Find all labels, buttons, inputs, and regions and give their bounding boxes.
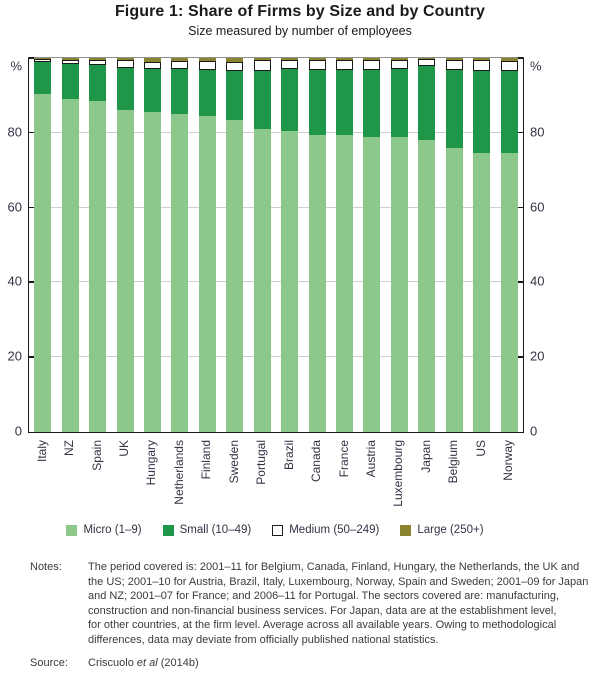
x-label-canada: Canada [309, 440, 324, 483]
bar-segment-small-austria [363, 70, 380, 137]
y-axis-labels-left [0, 57, 24, 439]
legend-label-micro: Micro (1–9) [83, 524, 142, 536]
bar-slot-japan [413, 58, 440, 432]
bars [29, 58, 523, 432]
x-label-slot-japan [412, 440, 439, 518]
x-label-sweden: Sweden [226, 440, 241, 484]
bar-finland [199, 58, 216, 432]
notes-line-4: construction and non-financial business services. For Japan, data are at the establishment level, [88, 604, 557, 617]
x-label-slot-portugal [248, 440, 275, 518]
notes-block [30, 560, 589, 670]
y-tick-label-right-percent: % [530, 58, 542, 74]
bar-segment-small-italy [34, 62, 51, 94]
notes-line-6: differences, data may deviate from officially published national statistics. [88, 633, 439, 646]
x-label-italy: Italy [34, 440, 49, 463]
bar-slot-france [331, 58, 358, 432]
bar-slot-hungary [139, 58, 166, 432]
x-label-slot-belgium [440, 440, 467, 518]
bar-canada [309, 58, 326, 432]
bar-segment-micro-italy [34, 94, 51, 432]
x-label-france: France [336, 440, 351, 478]
x-label-slot-france [330, 440, 357, 518]
x-label-slot-sweden [220, 440, 247, 518]
bar-segment-small-sweden [226, 71, 243, 120]
figure-subtitle: Size measured by number of employees [188, 24, 412, 38]
x-label-slot-spain [83, 440, 110, 518]
source-italic: et al [136, 656, 158, 669]
bar-segment-small-uk [117, 68, 134, 110]
tick-mark-left-40 [29, 281, 34, 283]
source-suffix: (2014b) [157, 656, 199, 669]
bar-segment-micro-canada [309, 135, 326, 432]
notes-line-1: The period covered is: 2001–11 for Belgium, Canada, Finland, Hungary, the Netherlands, the UK and [88, 561, 580, 573]
bar-netherlands [171, 58, 188, 432]
x-label-austria: Austria [363, 440, 378, 478]
bar-segment-small-portugal [254, 71, 271, 129]
x-label-slot-finland [193, 440, 220, 518]
bar-segment-small-norway [501, 71, 518, 154]
bar-sweden [226, 58, 243, 432]
bar-segment-small-luxembourg [391, 69, 408, 137]
x-label-uk: UK [117, 440, 132, 457]
figure-title: Figure 1: Share of Firms by Size and by Country [114, 3, 486, 20]
x-label-netherlands: Netherlands [171, 440, 186, 505]
bar-segment-small-belgium [446, 70, 463, 148]
bar-segment-medium-brazil [281, 60, 298, 69]
bar-segment-micro-nz [62, 99, 79, 432]
bar-segment-micro-austria [363, 137, 380, 432]
notes-line-2: the US; 2001–10 for Austria, Brazil, Italy, Luxembourg, Norway, Spain and Sweden; 2001–09 for Japan [88, 575, 589, 588]
x-label-nz: NZ [62, 440, 77, 456]
bar-segment-micro-uk [117, 110, 134, 432]
y-tick-label-left-40: 40 [7, 273, 22, 289]
legend-label-small: Small (10–49) [179, 524, 252, 536]
x-label-slot-nz [55, 440, 82, 518]
legend-item-small [163, 524, 252, 536]
x-label-hungary: Hungary [144, 440, 159, 486]
bar-slot-norway [495, 58, 522, 432]
bar-segment-medium-belgium [446, 60, 463, 70]
x-label-portugal: Portugal [254, 440, 269, 485]
x-axis-labels [28, 440, 522, 518]
notes-text [88, 560, 589, 648]
bar-slot-belgium [441, 58, 468, 432]
legend-swatch-large [400, 525, 411, 536]
bar-slot-finland [194, 58, 221, 432]
y-tick-label-left-60: 60 [7, 199, 22, 215]
bar-brazil [281, 58, 298, 432]
bar-segment-micro-brazil [281, 131, 298, 432]
x-label-slot-luxembourg [385, 440, 412, 518]
legend-label-medium: Medium (50–249) [289, 524, 380, 536]
bar-segment-micro-belgium [446, 148, 463, 432]
notes-label: Notes: [30, 561, 62, 573]
bar-segment-micro-france [336, 135, 353, 432]
bar-slot-italy [29, 58, 56, 432]
x-label-slot-norway [494, 440, 521, 518]
bar-us [473, 58, 490, 432]
bar-segment-micro-us [473, 153, 490, 432]
legend-swatch-micro [66, 525, 77, 536]
legend-item-large [400, 524, 483, 536]
source-row [30, 656, 582, 671]
notes-line-5: for other countries, at the firm level. Average across all available years. Owing to methodological [88, 619, 557, 632]
bar-segment-micro-netherlands [171, 114, 188, 432]
bar-segment-medium-sweden [226, 62, 243, 71]
x-label-luxembourg: Luxembourg [391, 440, 406, 507]
tick-mark-right-20 [518, 356, 523, 358]
tick-mark-left-% [29, 57, 34, 59]
bar-slot-uk [111, 58, 138, 432]
bar-segment-small-japan [418, 66, 435, 140]
y-tick-label-right-0: 0 [530, 423, 538, 439]
bar-segment-small-spain [89, 65, 106, 101]
x-label-belgium: Belgium [446, 440, 461, 484]
x-label-slot-italy [28, 440, 55, 518]
bar-segment-medium-austria [363, 60, 380, 69]
tick-mark-left-60 [29, 207, 34, 209]
bar-segment-medium-norway [501, 61, 518, 71]
y-tick-label-left-80: 80 [7, 124, 22, 140]
source-text [88, 656, 582, 671]
bar-segment-medium-luxembourg [391, 60, 408, 69]
y-tick-label-left-20: 20 [7, 348, 22, 364]
bar-slot-luxembourg [386, 58, 413, 432]
bar-segment-small-brazil [281, 69, 298, 131]
x-label-slot-canada [302, 440, 329, 518]
bar-nz [62, 58, 79, 432]
x-label-norway: Norway [501, 440, 516, 481]
x-label-japan: Japan [418, 440, 433, 473]
bar-segment-small-france [336, 70, 353, 135]
bar-segment-medium-netherlands [171, 61, 188, 68]
y-tick-label-right-40: 40 [530, 273, 545, 289]
bar-norway [501, 58, 518, 432]
bar-segment-micro-hungary [144, 112, 161, 432]
y-tick-label-left-0: 0 [14, 423, 22, 439]
x-label-slot-netherlands [165, 440, 192, 518]
y-tick-label-right-60: 60 [530, 199, 545, 215]
bar-uk [117, 58, 134, 432]
bar-slot-nz [56, 58, 83, 432]
tick-mark-right-% [518, 57, 523, 59]
tick-mark-right-40 [518, 281, 523, 283]
y-axis-labels-right [529, 57, 569, 439]
bar-spain [89, 58, 106, 432]
bar-segment-medium-portugal [254, 60, 271, 71]
bar-slot-portugal [249, 58, 276, 432]
x-label-brazil: Brazil [281, 440, 296, 471]
bar-segment-small-finland [199, 70, 216, 116]
bar-segment-micro-japan [418, 140, 435, 432]
x-label-slot-brazil [275, 440, 302, 518]
bar-hungary [144, 58, 161, 432]
bar-segment-medium-finland [199, 61, 216, 69]
plot-area [28, 57, 524, 433]
legend [28, 524, 522, 536]
bar-segment-medium-france [336, 60, 353, 69]
bar-austria [363, 58, 380, 432]
bar-slot-us [468, 58, 495, 432]
bar-segment-micro-norway [501, 153, 518, 432]
tick-mark-left-80 [29, 132, 34, 134]
x-label-slot-uk [110, 440, 137, 518]
x-label-slot-austria [357, 440, 384, 518]
legend-label-large: Large (250+) [417, 524, 484, 536]
bar-segment-micro-finland [199, 116, 216, 432]
bar-segment-medium-us [473, 60, 490, 71]
tick-mark-right-80 [518, 132, 523, 134]
bar-segment-medium-uk [117, 60, 134, 68]
bar-slot-austria [358, 58, 385, 432]
bar-segment-micro-spain [89, 101, 106, 432]
bar-slot-brazil [276, 58, 303, 432]
legend-swatch-small [163, 525, 174, 536]
bar-france [336, 58, 353, 432]
x-label-spain: Spain [89, 440, 104, 471]
tick-mark-right-60 [518, 207, 523, 209]
source-label: Source: [30, 656, 68, 669]
y-tick-label-right-80: 80 [530, 124, 545, 140]
bar-slot-netherlands [166, 58, 193, 432]
y-tick-label-left-percent: % [10, 58, 22, 74]
legend-item-medium [272, 524, 379, 536]
bar-segment-medium-japan [418, 59, 435, 66]
x-label-slot-us [467, 440, 494, 518]
legend-item-micro [66, 524, 141, 536]
bar-segment-small-canada [309, 70, 326, 135]
bar-segment-small-netherlands [171, 69, 188, 114]
bar-segment-small-hungary [144, 69, 161, 112]
notes-row [30, 560, 589, 648]
bar-segment-micro-luxembourg [391, 137, 408, 432]
bar-belgium [446, 58, 463, 432]
bar-slot-canada [303, 58, 330, 432]
legend-swatch-medium [272, 525, 283, 536]
bar-slot-sweden [221, 58, 248, 432]
x-label-finland: Finland [199, 440, 214, 480]
bar-portugal [254, 58, 271, 432]
notes-line-3: and NZ; 2001–07 for France; and 2006–11 for Portugal. The sectors covered are: manufacturing, [88, 590, 560, 603]
tick-mark-left-20 [29, 356, 34, 358]
x-label-us: US [473, 440, 488, 457]
bar-segment-micro-sweden [226, 120, 243, 432]
bar-segment-small-nz [62, 64, 79, 99]
bar-segment-medium-canada [309, 60, 326, 70]
y-tick-label-right-20: 20 [530, 348, 545, 364]
x-label-slot-hungary [138, 440, 165, 518]
bar-slot-spain [84, 58, 111, 432]
bar-segment-small-us [473, 71, 490, 153]
source-prefix: Criscuolo [88, 656, 137, 669]
bar-japan [418, 58, 435, 432]
bar-segment-medium-hungary [144, 62, 161, 69]
bar-italy [34, 58, 51, 432]
bar-luxembourg [391, 58, 408, 432]
bar-segment-micro-portugal [254, 129, 271, 432]
